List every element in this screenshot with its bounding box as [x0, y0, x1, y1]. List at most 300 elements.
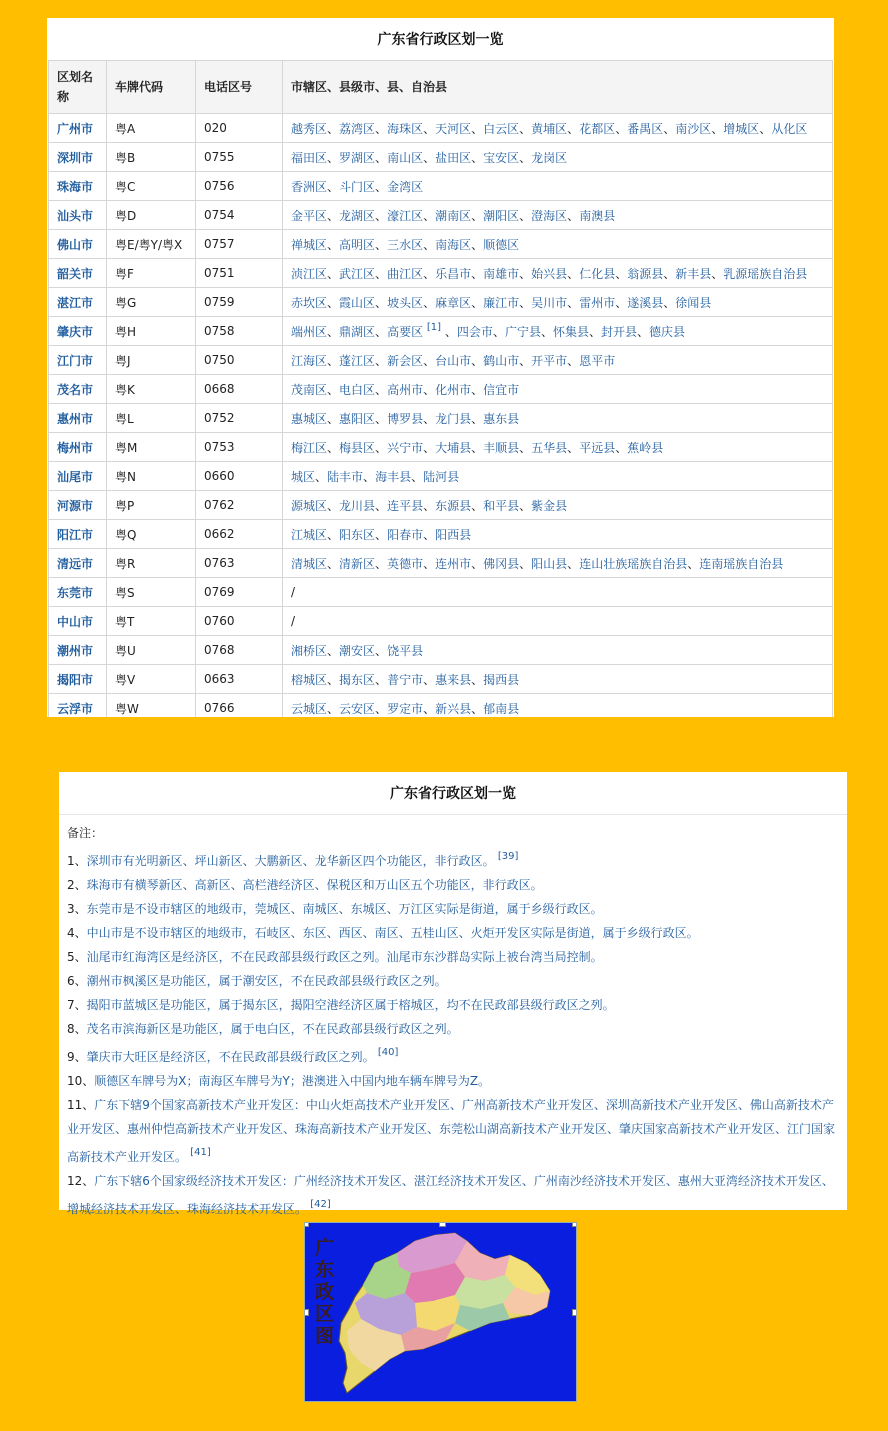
district-link[interactable]: 饶平县: [387, 643, 424, 658]
table-row: [49, 317, 833, 346]
district-link[interactable]: 德庆县: [649, 325, 686, 339]
table-row: [49, 201, 833, 230]
district-link[interactable]: 高明区: [339, 237, 376, 252]
district-link[interactable]: 龙岗区: [531, 150, 568, 165]
district-link[interactable]: 潮阳区: [483, 208, 520, 223]
cell-city: [49, 230, 107, 259]
district-link[interactable]: 封开县: [601, 325, 638, 339]
city-link[interactable]: 清远市: [57, 556, 94, 571]
district-link[interactable]: 揭西县: [483, 672, 520, 687]
city-link[interactable]: 东莞市: [57, 585, 94, 600]
district-link[interactable]: 高州市: [387, 382, 424, 397]
district-link[interactable]: 龙川县: [339, 498, 376, 513]
district-link[interactable]: 江城区: [291, 527, 328, 542]
note-item: [67, 1069, 839, 1093]
district-link[interactable]: 陆河县: [423, 469, 460, 484]
district-link[interactable]: 阳东区: [339, 527, 376, 542]
cell-city: [49, 491, 107, 520]
cell-phone: 0662: [196, 520, 283, 549]
district-link[interactable]: 鼎湖区: [339, 325, 376, 339]
district-link[interactable]: 恩平市: [579, 353, 616, 368]
city-link[interactable]: 汕头市: [57, 208, 94, 223]
cell-districts: 源城区、龙川县、连平县、东源县、和平县、紫金县: [283, 491, 833, 520]
district-link[interactable]: 潮南区: [435, 208, 472, 223]
note-text[interactable]: 珠海市有横琴新区、高新区、高栏港经济区、保税区和万山区五个功能区，非行政区。: [86, 878, 543, 892]
notes-title: 广东省行政区划一览: [59, 772, 847, 815]
district-link[interactable]: 兴宁市: [387, 440, 424, 455]
cell-city: [49, 346, 107, 375]
district-link[interactable]: 潮安区: [339, 643, 376, 658]
city-link[interactable]: 韶关市: [57, 266, 94, 281]
district-link[interactable]: 陆丰市: [327, 469, 364, 484]
note-item: [67, 1041, 839, 1069]
cell-city: [49, 114, 107, 143]
district-link[interactable]: 连山壮族瑶族自治县: [579, 556, 688, 571]
cell-districts: 湘桥区、潮安区、饶平县: [283, 636, 833, 665]
cell-phone: 0663: [196, 665, 283, 694]
footnote-ref[interactable]: [39]: [494, 851, 519, 862]
cell-districts: 梅江区、梅县区、兴宁市、大埔县、丰顺县、五华县、平远县、蕉岭县: [283, 433, 833, 462]
district-link[interactable]: 郁南县: [483, 701, 520, 716]
district-link[interactable]: 黄埔区: [531, 121, 568, 136]
cell-districts: 香洲区、斗门区、金湾区: [283, 172, 833, 201]
district-link[interactable]: 怀集县: [552, 325, 589, 339]
cell-plate: 粤W: [107, 694, 196, 718]
cell-city: [49, 462, 107, 491]
cell-districts: [283, 607, 833, 636]
cell-plate: 粤F: [107, 259, 196, 288]
city-link[interactable]: 江门市: [57, 353, 94, 368]
table-row: [49, 288, 833, 317]
cell-phone: 0762: [196, 491, 283, 520]
cell-city: [49, 201, 107, 230]
cell-plate: 粤G: [107, 288, 196, 317]
district-link[interactable]: 罗定市: [387, 701, 424, 716]
district-link[interactable]: 乳源瑶族自治县: [723, 266, 808, 281]
note-item: [67, 1093, 839, 1169]
district-link[interactable]: 清城区: [291, 556, 328, 571]
note-item: [67, 993, 839, 1017]
note-item: [67, 1017, 839, 1041]
table-title: 广东省行政区划一览: [377, 32, 504, 48]
cell-plate: 粤U: [107, 636, 196, 665]
cell-phone: 0763: [196, 549, 283, 578]
note-text[interactable]: 茂名市滨海新区是功能区，属于电白区，不在民政部县级行政区之列。: [86, 1022, 459, 1036]
cell-plate: 粤K: [107, 375, 196, 404]
note-number: 5、: [67, 950, 87, 964]
cell-districts: 榕城区、揭东区、普宁市、惠来县、揭西县: [283, 665, 833, 694]
cell-plate: 粤C: [107, 172, 196, 201]
district-link[interactable]: 荔湾区: [339, 121, 376, 136]
district-link[interactable]: 斗门区: [339, 179, 376, 194]
district-link[interactable]: 霞山区: [339, 295, 376, 310]
district-link[interactable]: 花都区: [579, 121, 616, 136]
table-row: [49, 143, 833, 172]
district-link[interactable]: 金湾区: [387, 179, 424, 194]
table-row: [49, 636, 833, 665]
note-number: 12、: [67, 1174, 95, 1188]
table-row: [49, 259, 833, 288]
table-row: [49, 694, 833, 718]
city-link[interactable]: 云浮市: [57, 701, 94, 716]
division-table-panel: [47, 18, 834, 717]
note-item: [67, 1169, 839, 1221]
city-link[interactable]: 阳江市: [57, 527, 94, 542]
district-link[interactable]: 江海区: [291, 353, 328, 368]
cell-districts: 茂南区、电白区、高州市、化州市、信宜市: [283, 375, 833, 404]
cell-districts: 浈江区、武江区、曲江区、乐昌市、南雄市、始兴县、仁化县、翁源县、新丰县、乳源瑶族自治县: [283, 259, 833, 288]
cell-city: [49, 636, 107, 665]
table-row: [49, 462, 833, 491]
district-link[interactable]: 东源县: [435, 498, 472, 513]
city-link[interactable]: 佛山市: [57, 237, 94, 252]
cell-districts: [283, 578, 833, 607]
cell-phone: 0759: [196, 288, 283, 317]
note-text[interactable]: 潮州市枫溪区是功能区，属于潮安区，不在民政部县级行政区之列。: [86, 974, 447, 988]
district-link[interactable]: 四会市: [456, 325, 493, 339]
note-text[interactable]: 顺德区车牌号为X；南海区车牌号为Y；港澳进入中国内地车辆车牌号为Z。: [94, 1074, 491, 1088]
cell-city: [49, 288, 107, 317]
table-row: [49, 578, 833, 607]
cell-districts: 江海区、蓬江区、新会区、台山市、鹤山市、开平市、恩平市: [283, 346, 833, 375]
district-link[interactable]: 赤坎区: [291, 295, 328, 310]
notes-panel: [59, 772, 847, 1216]
header-name: 区划名称: [49, 61, 107, 114]
city-link[interactable]: 中山市: [57, 614, 94, 629]
cell-phone: 0754: [196, 201, 283, 230]
map-illustration: [305, 1223, 577, 1402]
city-link[interactable]: 汕尾市: [57, 469, 94, 484]
district-link[interactable]: 城区: [291, 469, 316, 484]
footnote-ref[interactable]: [40]: [374, 1047, 399, 1058]
note-text[interactable]: 揭阳市蓝城区是功能区，属于揭东区，揭阳空港经济区属于榕城区，均不在民政部县级行政区之列。: [86, 998, 615, 1012]
district-link[interactable]: 梅县区: [339, 440, 376, 455]
cell-districts: 清城区、清新区、英德市、连州市、佛冈县、阳山县、连山壮族瑶族自治县、连南瑶族自治县: [283, 549, 833, 578]
district-link[interactable]: 蓬江区: [339, 353, 376, 368]
cell-districts: 福田区、罗湖区、南山区、盐田区、宝安区、龙岗区: [283, 143, 833, 172]
city-link[interactable]: 河源市: [57, 498, 94, 513]
district-link[interactable]: 麻章区: [435, 295, 472, 310]
table-row: [49, 549, 833, 578]
district-link[interactable]: 南雄市: [483, 266, 520, 281]
header-phone: 电话区号: [196, 61, 283, 114]
district-link[interactable]: 鹤山市: [483, 353, 520, 368]
cell-districts: 惠城区、惠阳区、博罗县、龙门县、惠东县: [283, 404, 833, 433]
cell-city: [49, 375, 107, 404]
cell-phone: 0769: [196, 578, 283, 607]
map-title: 广东政区图: [315, 1237, 335, 1347]
district-link[interactable]: 三水区: [387, 237, 424, 252]
district-link[interactable]: 福田区: [291, 150, 328, 165]
guangdong-map-image[interactable]: [304, 1222, 577, 1402]
note-number: 6、: [67, 974, 87, 988]
table-row: [49, 404, 833, 433]
cell-phone: 0752: [196, 404, 283, 433]
district-link[interactable]: 澄海区: [531, 208, 568, 223]
district-link[interactable]: 香洲区: [291, 179, 328, 194]
note-text[interactable]: 汕尾市红海湾区是经济区，不在民政部县级行政区之列。汕尾市东沙群岛实际上被台湾当局控制。: [86, 950, 603, 964]
district-link[interactable]: 海珠区: [387, 121, 424, 136]
district-link[interactable]: 大埔县: [435, 440, 472, 455]
district-link[interactable]: 仁化县: [579, 266, 616, 281]
cell-city: [49, 433, 107, 462]
district-link[interactable]: 佛冈县: [483, 556, 520, 571]
table-row: [49, 491, 833, 520]
cell-districts: 金平区、龙湖区、濠江区、潮南区、潮阳区、澄海区、南澳县: [283, 201, 833, 230]
note-number: 1、: [67, 854, 87, 868]
district-link[interactable]: 云城区: [291, 701, 328, 716]
note-number: 2、: [67, 878, 87, 892]
cell-plate: 粤B: [107, 143, 196, 172]
cell-plate: 粤M: [107, 433, 196, 462]
city-link[interactable]: 梅州市: [57, 440, 94, 455]
note-item: [67, 873, 839, 897]
cell-plate: 粤D: [107, 201, 196, 230]
note-number: 3、: [67, 902, 87, 916]
city-link[interactable]: 肇庆市: [57, 324, 94, 339]
cell-city: [49, 549, 107, 578]
district-link[interactable]: 阳西县: [435, 527, 472, 542]
resize-handle[interactable]: [439, 1222, 446, 1227]
district-link[interactable]: 茂南区: [291, 382, 328, 397]
cell-plate: 粤R: [107, 549, 196, 578]
city-link[interactable]: 湛江市: [57, 295, 94, 310]
cell-phone: 0755: [196, 143, 283, 172]
district-link[interactable]: 禅城区: [291, 237, 328, 252]
cell-phone: 0766: [196, 694, 283, 718]
note-number: 9、: [67, 1050, 87, 1064]
cell-plate: 粤V: [107, 665, 196, 694]
header-plate: 车牌代码: [107, 61, 196, 114]
note-text[interactable]: 中山市是不设市辖区的地级市，石岐区、东区、西区、南区、五桂山区、火炬开发区实际是街道，属于乡级行政区。: [86, 926, 699, 940]
district-link[interactable]: 从化区: [771, 121, 808, 136]
note-text[interactable]: 东莞市是不设市辖区的地级市，莞城区、南城区、东城区、万江区实际是街道，属于乡级行政区。: [86, 902, 603, 916]
cell-phone: 0750: [196, 346, 283, 375]
cell-phone: 0753: [196, 433, 283, 462]
empty-mark: /: [291, 614, 296, 628]
district-link[interactable]: 高要区: [387, 325, 424, 339]
city-link[interactable]: 珠海市: [57, 179, 94, 194]
district-link[interactable]: 翁源县: [627, 266, 664, 281]
cell-phone: 0760: [196, 607, 283, 636]
district-link[interactable]: 罗湖区: [339, 150, 376, 165]
district-link[interactable]: 梅江区: [291, 440, 328, 455]
table-row: [49, 114, 833, 143]
cell-city: [49, 578, 107, 607]
district-link[interactable]: 白云区: [483, 121, 520, 136]
district-link[interactable]: 坡头区: [387, 295, 424, 310]
district-link[interactable]: 龙门县: [435, 411, 472, 426]
table-row: [49, 433, 833, 462]
note-text[interactable]: 深圳市有光明新区、坪山新区、大鹏新区、龙华新区四个功能区，非行政区。: [86, 854, 495, 868]
cell-phone: 0757: [196, 230, 283, 259]
city-link[interactable]: 深圳市: [57, 150, 94, 165]
district-link[interactable]: 英德市: [387, 556, 424, 571]
cell-phone: 0668: [196, 375, 283, 404]
district-link[interactable]: 新会区: [387, 353, 424, 368]
cell-districts: 端州区、鼎湖区、高要区 [1] 、四会市、广宁县、怀集县、封开县、德庆县: [283, 317, 833, 346]
district-link[interactable]: 曲江区: [387, 266, 424, 281]
note-text[interactable]: 广东下辖6个国家级经济技术开发区：广州经济技术开发区、湛江经济技术开发区、广州南沙经济技术开发区、惠州大亚湾经济技术开发区、增城经济技术开发区、珠海经济技术开发区。: [67, 1174, 834, 1216]
district-link[interactable]: 云安区: [339, 701, 376, 716]
table-row: [49, 607, 833, 636]
note-item: [67, 921, 839, 945]
district-link[interactable]: 越秀区: [291, 121, 328, 136]
district-link[interactable]: 平远县: [579, 440, 616, 455]
district-link[interactable]: 南山区: [387, 150, 424, 165]
district-link[interactable]: 惠阳区: [339, 411, 376, 426]
cell-city: [49, 143, 107, 172]
district-link[interactable]: 连南瑶族自治县: [699, 556, 784, 571]
cell-phone: 0660: [196, 462, 283, 491]
city-link[interactable]: 广州市: [57, 121, 94, 136]
footnote-ref[interactable]: [42]: [307, 1199, 331, 1210]
district-link[interactable]: 博罗县: [387, 411, 424, 426]
cell-phone: 0768: [196, 636, 283, 665]
district-link[interactable]: 金平区: [291, 208, 328, 223]
district-link[interactable]: 南澳县: [579, 208, 616, 223]
cell-city: [49, 607, 107, 636]
district-link[interactable]: 顺德区: [483, 237, 520, 252]
cell-city: [49, 694, 107, 718]
cell-districts: 江城区、阳东区、阳春市、阳西县: [283, 520, 833, 549]
district-link[interactable]: 五华县: [531, 440, 568, 455]
cell-districts: 越秀区、荔湾区、海珠区、天河区、白云区、黄埔区、花都区、番禺区、南沙区、增城区、从化区: [283, 114, 833, 143]
district-link[interactable]: 浈江区: [291, 266, 328, 281]
cell-phone: 020: [196, 114, 283, 143]
district-link[interactable]: 连州市: [435, 556, 472, 571]
cell-plate: 粤H: [107, 317, 196, 346]
note-item: [67, 897, 839, 921]
note-item: [67, 945, 839, 969]
cell-city: [49, 404, 107, 433]
cell-plate: 粤E/粤Y/粤X: [107, 230, 196, 259]
district-link[interactable]: 南沙区: [675, 121, 712, 136]
cell-city: [49, 172, 107, 201]
city-link[interactable]: 潮州市: [57, 643, 94, 658]
cell-plate: 粤A: [107, 114, 196, 143]
cell-phone: 0758: [196, 317, 283, 346]
table-row: [49, 520, 833, 549]
table-row: [49, 665, 833, 694]
district-link[interactable]: 源城区: [291, 498, 328, 513]
table-row: [49, 375, 833, 404]
district-link[interactable]: 揭东区: [339, 672, 376, 687]
cell-districts: 云城区、云安区、罗定市、新兴县、郁南县: [283, 694, 833, 718]
district-link[interactable]: 普宁市: [387, 672, 424, 687]
cell-plate: 粤P: [107, 491, 196, 520]
resize-handle[interactable]: [572, 1222, 577, 1227]
district-link[interactable]: 新丰县: [675, 266, 712, 281]
district-link[interactable]: 惠城区: [291, 411, 328, 426]
district-link[interactable]: 紫金县: [531, 498, 568, 513]
division-table: [48, 60, 833, 717]
district-link[interactable]: 雷州市: [579, 295, 616, 310]
district-link[interactable]: 开平市: [531, 353, 568, 368]
district-link[interactable]: 新兴县: [435, 701, 472, 716]
district-link[interactable]: 榕城区: [291, 672, 328, 687]
cell-city: [49, 259, 107, 288]
district-link[interactable]: 吴川市: [531, 295, 568, 310]
footnote-ref[interactable]: [41]: [187, 1147, 211, 1158]
district-link[interactable]: 遂溪县: [627, 295, 664, 310]
district-link[interactable]: 廉江市: [483, 295, 520, 310]
district-link[interactable]: 信宜市: [483, 382, 520, 397]
note-text[interactable]: 肇庆市大旺区是经济区，不在民政部县级行政区之列。: [86, 1050, 375, 1064]
resize-handle[interactable]: [572, 1309, 577, 1316]
district-link[interactable]: 始兴县: [531, 266, 568, 281]
district-link[interactable]: 清新区: [339, 556, 376, 571]
cell-plate: 粤N: [107, 462, 196, 491]
resize-handle[interactable]: [304, 1222, 309, 1227]
note-number: 7、: [67, 998, 87, 1012]
district-link[interactable]: 番禺区: [627, 121, 664, 136]
cell-plate: 粤T: [107, 607, 196, 636]
district-link[interactable]: 乐昌市: [435, 266, 472, 281]
cell-plate: 粤Q: [107, 520, 196, 549]
cell-districts: 赤坎区、霞山区、坡头区、麻章区、廉江市、吴川市、雷州市、遂溪县、徐闻县: [283, 288, 833, 317]
notes-list: [59, 815, 847, 1221]
note-text[interactable]: 广东下辖9个国家高新技术产业开发区：中山火炬高技术产业开发区、广州高新技术产业开发区、深圳高新技术产业开发区、佛山高新技术产业开发区、惠州仲恺高新技术产业开发区、珠海高新技术产业开发区、东莞松山湖高新技术产业开发区、肇庆国家高新技术产业开发区、江门国家高新技术产业开发区。: [67, 1098, 836, 1164]
district-link[interactable]: 惠来县: [435, 672, 472, 687]
cell-plate: 粤J: [107, 346, 196, 375]
district-link[interactable]: 徐闻县: [675, 295, 712, 310]
resize-handle[interactable]: [304, 1309, 309, 1316]
district-link[interactable]: 增城区: [723, 121, 760, 136]
district-link[interactable]: 天河区: [435, 121, 472, 136]
district-link[interactable]: 惠东县: [483, 411, 520, 426]
district-link[interactable]: 蕉岭县: [627, 440, 664, 455]
district-link[interactable]: 湘桥区: [291, 643, 328, 658]
district-link[interactable]: 龙湖区: [339, 208, 376, 223]
city-link[interactable]: 揭阳市: [57, 672, 94, 687]
cell-city: [49, 317, 107, 346]
district-link[interactable]: 连平县: [387, 498, 424, 513]
district-link[interactable]: 宝安区: [483, 150, 520, 165]
cell-districts: 城区、陆丰市、海丰县、陆河县: [283, 462, 833, 491]
district-link[interactable]: 阳春市: [387, 527, 424, 542]
table-row: [49, 230, 833, 259]
district-link[interactable]: 武江区: [339, 266, 376, 281]
note-number: 10、: [67, 1074, 95, 1088]
note-number: 4、: [67, 926, 87, 940]
table-header-row: [49, 61, 833, 114]
district-link[interactable]: 濠江区: [387, 208, 424, 223]
note-item: [67, 969, 839, 993]
district-link[interactable]: 化州市: [435, 382, 472, 397]
district-link[interactable]: 丰顺县: [483, 440, 520, 455]
district-link[interactable]: 和平县: [483, 498, 520, 513]
header-districts: 市辖区、县级市、县、自治县: [283, 61, 833, 114]
note-number: 8、: [67, 1022, 87, 1036]
table-row: [49, 346, 833, 375]
cell-plate: 粤L: [107, 404, 196, 433]
district-link[interactable]: 台山市: [435, 353, 472, 368]
district-link[interactable]: 南海区: [435, 237, 472, 252]
district-link[interactable]: 电白区: [339, 382, 376, 397]
city-link[interactable]: 茂名市: [57, 382, 94, 397]
footnote-ref[interactable]: [1]: [426, 322, 442, 333]
district-link[interactable]: 盐田区: [435, 150, 472, 165]
city-link[interactable]: 惠州市: [57, 411, 94, 426]
district-link[interactable]: 广宁县: [504, 325, 541, 339]
note-number: 11、: [67, 1098, 95, 1112]
district-link[interactable]: 端州区: [291, 325, 328, 339]
district-link[interactable]: 阳山县: [531, 556, 568, 571]
district-link[interactable]: 海丰县: [375, 469, 412, 484]
cell-city: [49, 520, 107, 549]
cell-phone: 0751: [196, 259, 283, 288]
